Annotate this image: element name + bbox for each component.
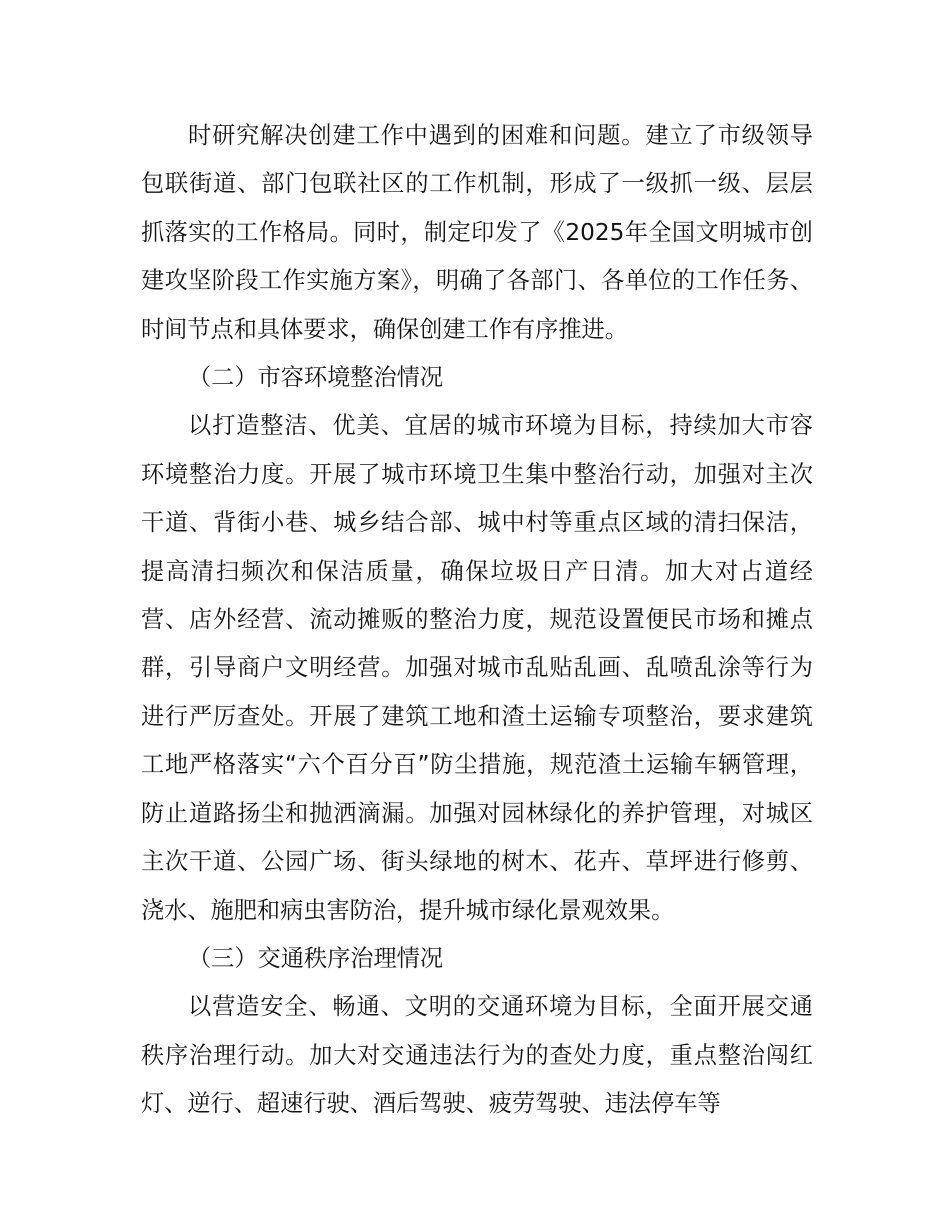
paragraph-traffic-order: 以营造安全、畅通、文明的交通环境为目标，全面开展交通秩序治理行动。加大对交通违法行为的查处力度，重点整治闯红灯、逆行、超速行驶、酒后驾驶、疲劳驾驶、违法停车等 xyxy=(141,993,813,1118)
section-heading-city-environment: （二）市容环境整治情况 xyxy=(188,364,444,392)
section-heading-traffic-order: （三）交通秩序治理情况 xyxy=(188,944,444,972)
document-body xyxy=(141,112,813,1129)
paragraph-creation-mechanism: 时研究解决创建工作中遇到的困难和问题。建立了市级领导包联街道、部门包联社区的工作机制，形成了一级抓一级、层层抓落实的工作格局。同时，制定印发了《2025年全国文明城市创建攻坚阶段工作实施方案》，明确了各部门、各单位的工作任务、时间节点和具体要求，确保创建工作有序推进。 xyxy=(141,122,813,343)
paragraph-city-environment: 以打造整洁、优美、宜居的城市环境为目标，持续加大市容环境整治力度。开展了城市环境卫生集中整治行动，加强对主次干道、背街小巷、城乡结合部、城中村等重点区域的清扫保洁，提高清扫频次和保洁质量，确保垃圾日产日清。加大对占道经营、店外经营、流动摊贩的整治力度，规范设置便民市场和摊点群，引导商户文明经营。加强对城市乱贴乱画、乱喷乱涂等行为进行严厉查处。开展了建筑工地和渣土运输专项整治，要求建筑工地严格落实“六个百分百”防尘措施，规范渣土运输车辆管理，防止道路扬尘和抛洒滴漏。加强对园林绿化的养护管理，对城区主次干道、公园广场、街头绿地的树木、花卉、草坪进行修剪、浇水、施肥和病虫害防治，提升城市绿化景观效果。 xyxy=(141,412,813,924)
